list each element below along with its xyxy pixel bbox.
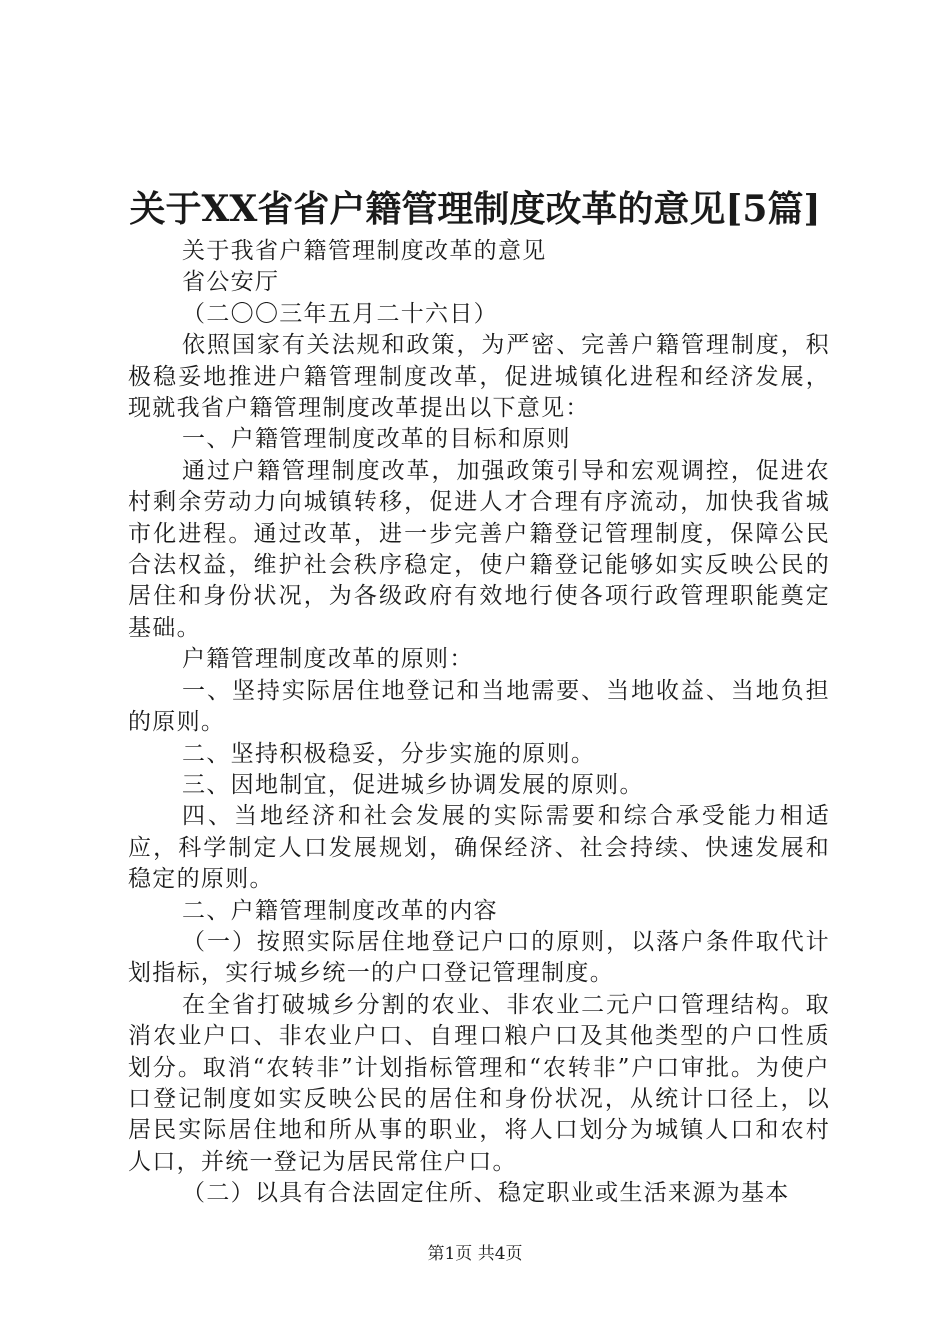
date-paragraph: （二〇〇三年五月二十六日） xyxy=(182,300,498,327)
list-item: 三、因地制宜，促进城乡协调发展的原则。 xyxy=(182,771,644,798)
list-item: 一、坚持实际居住地登记和当地需要、当地收益、当地负担的原则。 xyxy=(128,677,830,736)
issuer-paragraph: 省公安厅 xyxy=(182,269,280,296)
list-item: 四、当地经济和社会发展的实际需要和综合承受能力相适应，科学制定人口发展规划，确保经济、社会持续、快速发展和稳定的原则。 xyxy=(128,803,830,893)
body-paragraph: 在全省打破城乡分割的农业、非农业二元户口管理结构。取消农业户口、非农业户口、自理口粮户口及其他类型的户口性质划分。取消“农转非”计划指标管理和“农转非”户口审批。为使户口登记制度如实反映公民的居住和身份状况，从统计口径上，以居民实际居住地和所从事的职业，将人口划分为城镇人口和农村人口，并统一登记为居民常住户口。 xyxy=(128,991,830,1175)
body-paragraph: 依照国家有关法规和政策，为严密、完善户籍管理制度，积极稳妥地推进户籍管理制度改革，促进城镇化进程和经济发展，现就我省户籍管理制度改革提出以下意见： xyxy=(128,332,830,422)
page-footer: 第1页 共4页 xyxy=(427,1244,523,1264)
subtitle-paragraph: 关于我省户籍管理制度改革的意见 xyxy=(182,238,547,264)
section-heading: 一、户籍管理制度改革的目标和原则 xyxy=(182,426,571,453)
body-paragraph: （一）按照实际居住地登记户口的原则，以落户条件取代计划指标，实行城乡统一的户口登记管理制度。 xyxy=(128,928,830,987)
body-paragraph: （二）以具有合法固定住所、稳定职业或生活来源为基本 xyxy=(182,1180,790,1207)
body-paragraph: 户籍管理制度改革的原则： xyxy=(182,646,474,673)
section-heading: 二、户籍管理制度改革的内容 xyxy=(182,897,498,924)
document-body xyxy=(128,236,830,1210)
list-item: 二、坚持积极稳妥，分步实施的原则。 xyxy=(182,740,596,767)
document-title: 关于XX省省户籍管理制度改革的意见[5篇] xyxy=(129,188,821,230)
body-paragraph: 通过户籍管理制度改革，加强政策引导和宏观调控，促进农村剩余劳动力向城镇转移，促进人才合理有序流动，加快我省城市化进程。通过改革，进一步完善户籍登记管理制度，保障公民合法权益，维护社会秩序稳定，使户籍登记能够如实反映公民的居住和身份状况，为各级政府有效地行使各项行政管理职能奠定基础。 xyxy=(128,457,830,641)
